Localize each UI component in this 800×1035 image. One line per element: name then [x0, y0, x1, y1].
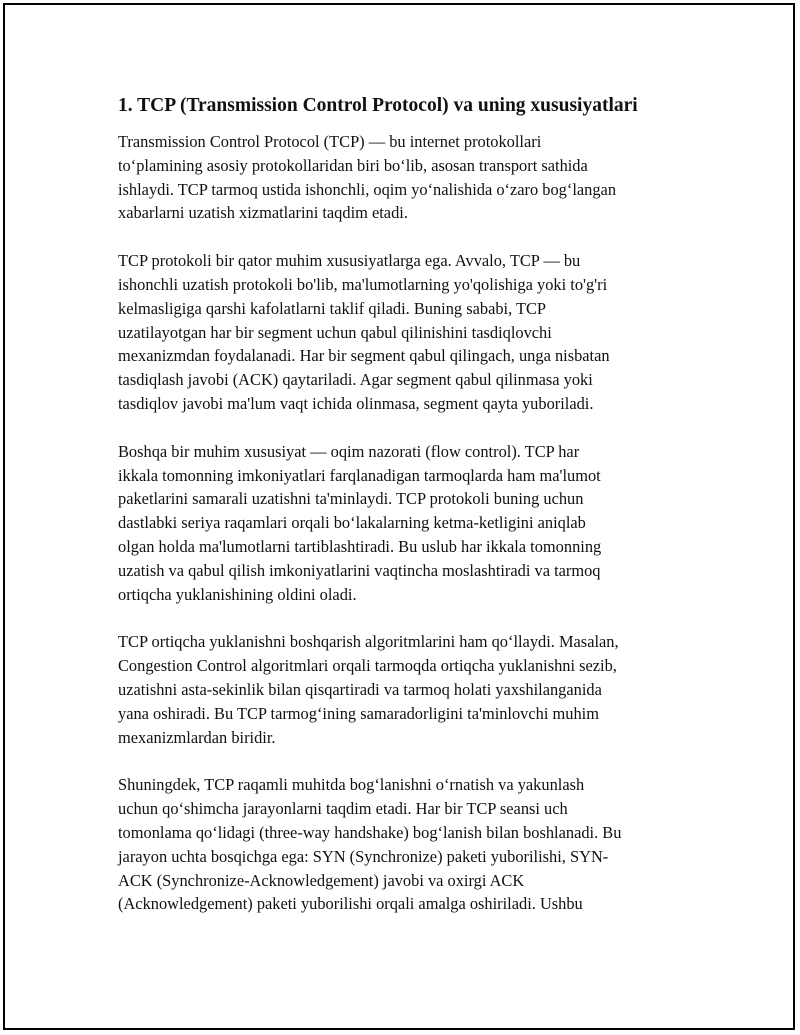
text-line: TCP protokoli bir qator muhim xususiyatlarga ega. Avvalo, TCP — bu: [118, 251, 581, 271]
text-line: uzatilayotgan har bir segment uchun qabul qilinishini tasdiqlovchi: [118, 322, 552, 342]
text-line: tasdiqlash javobi (ACK) qaytariladi. Agar segment qabul qilinmasa yoki: [118, 370, 593, 390]
text-line: ishonchli uzatish protokoli bo'lib, ma'lumotlarning yo'qolishiga yoki to'g'ri: [118, 274, 608, 294]
text-line: ikkala tomonning imkoniyatlari farqlanadigan tarmoqlarda ham ma'lumot: [118, 465, 601, 485]
text-line: Shuningdek, TCP raqamli muhitda bog‘lanishni o‘rnatish va yakunlash: [118, 775, 585, 795]
text-line: (Acknowledgement) paketi yuborilishi orqali amalga oshiriladi. Ushbu: [118, 894, 583, 914]
paragraph-reliability: [118, 249, 690, 416]
text-line: uzatishni asta-sekinlik bilan qisqartiradi va tarmoq holati yaxshilanganida: [118, 679, 602, 699]
document-body: [118, 92, 690, 940]
text-line: Transmission Control Protocol (TCP) — bu internet protokollari: [118, 132, 542, 151]
text-line: xabarlarni uzatish xizmatlarini taqdim etadi.: [118, 203, 408, 223]
text-line: tasdiqlov javobi ma'lum vaqt ichida olinmasa, segment qayta yuboriladi.: [118, 393, 594, 413]
text-line: jarayon uchta bosqichga ega: SYN (Synchronize) paketi yuborilishi, SYN-: [118, 846, 609, 866]
text-line: kelmasligiga qarshi kafolatlarni taklif qiladi. Buning sababi, TCP: [118, 298, 547, 318]
text-line: ACK (Synchronize-Acknowledgement) javobi va oxirgi ACK: [118, 870, 525, 890]
text-line: mexanizmlardan biridir.: [118, 727, 276, 747]
text-line: olgan holda ma'lumotlarni tartiblashtiradi. Bu uslub har ikkala tomonning: [118, 536, 602, 556]
text-line: ishlaydi. TCP tarmoq ustida ishonchli, oqim yo‘nalishida o‘zaro bog‘langan: [118, 179, 617, 199]
paragraph-congestion-control: [118, 630, 690, 749]
text-line: mexanizmdan foydalanadi. Har bir segment qabul qilingach, unga nisbatan: [118, 346, 610, 366]
text-line: uchun qo‘shimcha jarayonlarni taqdim etadi. Har bir TCP seansi uch: [118, 799, 568, 819]
paragraph-flow-control: [118, 440, 690, 607]
paragraph-handshake: [118, 773, 690, 916]
text-line: Boshqa bir muhim xususiyat — oqim nazorati (flow control). TCP har: [118, 441, 580, 461]
text-line: ortiqcha yuklanishining oldini oladi.: [118, 584, 357, 604]
text-line: to‘plamining asosiy protokollaridan biri bo‘lib, asosan transport sathida: [118, 155, 588, 175]
text-line: TCP ortiqcha yuklanishni boshqarish algoritmlarini ham qo‘llaydi. Masalan,: [118, 632, 619, 652]
text-line: dastlabki seriya raqamlari orqali bo‘lakalarning ketma-ketligini aniqlab: [118, 513, 586, 533]
text-line: paketlarini samarali uzatishni ta'minlaydi. TCP protokoli buning uchun: [118, 489, 584, 509]
text-line: Congestion Control algoritmlari orqali tarmoqda ortiqcha yuklanishni sezib,: [118, 656, 617, 676]
section-heading: 1. TCP (Transmission Control Protocol) va uning xususiyatlari: [118, 95, 638, 116]
paragraph-intro: [118, 130, 690, 225]
text-line: tomonlama qo‘lidagi (three-way handshake) bog‘lanish bilan boshlanadi. Bu: [118, 822, 622, 842]
text-line: yana oshiradi. Bu TCP tarmog‘ining samaradorligini ta'minlovchi muhim: [118, 703, 599, 723]
text-line: uzatish va qabul qilish imkoniyatlarini vaqtincha moslashtiradi va tarmoq: [118, 560, 601, 580]
